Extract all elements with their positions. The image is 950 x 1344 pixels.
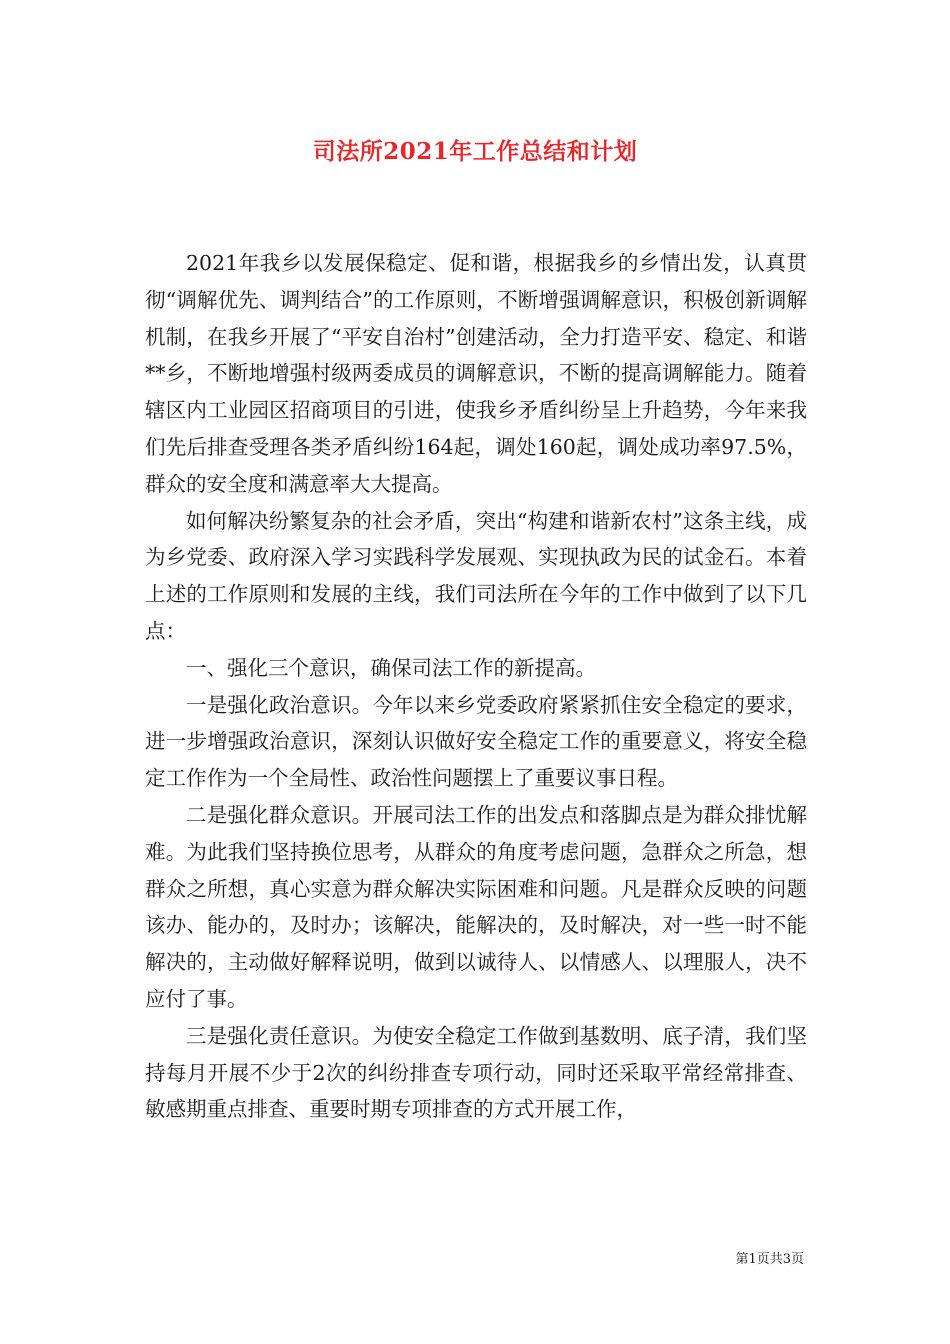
document-title: 司法所2021年工作总结和计划 [312, 138, 638, 165]
paragraph: 如何解决纷繁复杂的社会矛盾，突出“构建和谐新农村”这条主线，成为乡党委、政府深入学习实践科学发展观、实现执政为民的试金石。本着上述的工作原则和发展的主线，我们司法所在今年的工作中做到了以下几点： [145, 508, 807, 643]
paragraph: 2021年我乡以发展保稳定、促和谐，根据我乡的乡情出发，认真贯彻“调解优先、调判结合”的工作原则，不断增强调解意识，积极创新调解机制，在我乡开展了“平安自治村”创建活动，全力打造平安、稳定、和谐**乡，不断地增强村级两委成员的调解意识，不断的提高调解能力。随着辖区内工业园区招商项目的引进，使我乡矛盾纠纷呈上升趋势，今年来我们先后排查受理各类矛盾纠纷164起，调处160起，调处成功率97.5%，群众的安全度和满意率大大提高。 [145, 251, 807, 496]
document-body [145, 245, 807, 1128]
paragraph: 三是强化责任意识。为使安全稳定工作做到基数明、底子清，我们坚持每月开展不少于2次的纠纷排查专项行动，同时还采取平常经常排查、敏感期重点排查、重要时期专项排查的方式开展工作， [145, 1023, 807, 1122]
paragraph: 一、强化三个意识，确保司法工作的新提高。 [186, 655, 596, 680]
paragraph: 二是强化群众意识。开展司法工作的出发点和落脚点是为群众排忧解难。为此我们坚持换位思考，从群众的角度考虑问题，急群众之所急，想群众之所想，真心实意为群众解决实际困难和问题。凡是群众反映的问题该办、能办的，及时办；该解决，能解决的，及时解决，对一些一时不能解决的，主动做好解释说明，做到以诚待人、以情感人、以理服人，决不应付了事。 [145, 802, 807, 1011]
paragraph: 一是强化政治意识。今年以来乡党委政府紧紧抓住安全稳定的要求，进一步增强政治意识，深刻认识做好安全稳定工作的重要意义，将安全稳定工作作为一个全局性、政治性问题摆上了重要议事日程。 [145, 692, 807, 791]
page-number: 第1页共3页 [735, 1252, 804, 1267]
